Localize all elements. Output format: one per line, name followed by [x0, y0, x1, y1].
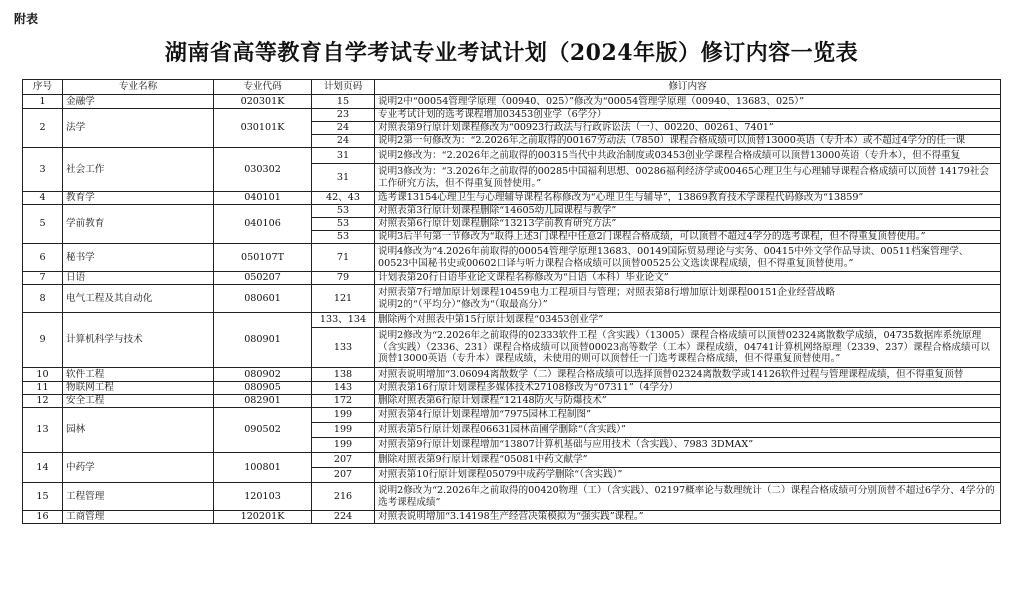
- page-cell: 199: [312, 408, 375, 423]
- major-name-cell: 金融学: [63, 95, 214, 109]
- major-name-cell: 秘书学: [63, 244, 214, 272]
- revision-content-cell: 说明2修改为“2.2026年之前取得的02333软件工程（含实践）（13005）课程合格成绩可以顶替02324离散数学成绩，04735数据库系统原理（含实践）（2336、231）课程合格成绩可以顶替00023高等数学（工本）课程成绩，04741计算机网络原理（2339、237）课程合格成绩可以顶替13000英语（专升本）课程成绩，未使用的则可以顶替任一门选考课程合格成绩，但不得重复顶替使用。”: [375, 328, 1001, 368]
- row-number-cell: 6: [23, 244, 63, 272]
- major-code-cell: 050207: [214, 272, 312, 285]
- row-number-cell: 12: [23, 395, 63, 408]
- revision-content-cell: 对照表第9行原计划课程修改为“00923行政法与行政诉讼法（一）、00220、00261、7401”: [375, 122, 1001, 135]
- major-name-cell: 中药学: [63, 453, 214, 483]
- major-name-cell: 物联网工程: [63, 382, 214, 395]
- table-row: [23, 395, 1001, 408]
- table-row: [23, 313, 1001, 328]
- revision-content-cell: 对照表第10行原计划课程05079中成药学删除“（含实践）”: [375, 468, 1001, 483]
- major-code-cell: 082901: [214, 395, 312, 408]
- revision-content-cell: 说明3修改为：“3.2026年之前取得的00285中国福利思想、00286福利经济学或00465心理卫生与心理辅导课程合格成绩可以顶替 14179社会工作研究方法，但不得重复顶替使用。”: [375, 164, 1001, 192]
- major-code-cell: 020301K: [214, 95, 312, 109]
- page-cell: 79: [312, 272, 375, 285]
- page-cell: 143: [312, 382, 375, 395]
- page-cell: 207: [312, 468, 375, 483]
- row-number-cell: 5: [23, 205, 63, 244]
- major-name-cell: 园林: [63, 408, 214, 453]
- major-name-cell: 法学: [63, 109, 214, 148]
- page-cell: 224: [312, 511, 375, 524]
- revision-content-cell: 说明2第一句修改为：“2.2026年之前取得的00167劳动法（7850）课程合格成绩可以顶替13000英语（专升本）或不超过4学分的任一课: [375, 135, 1001, 148]
- table-row: [23, 285, 1001, 313]
- page-cell: 172: [312, 395, 375, 408]
- table-row: [23, 244, 1001, 272]
- major-name-cell: 电气工程及其自动化: [63, 285, 214, 313]
- row-number-cell: 9: [23, 313, 63, 368]
- table-row: [23, 109, 1001, 122]
- major-code-cell: 100801: [214, 453, 312, 483]
- major-name-cell: 计算机科学与技术: [63, 313, 214, 368]
- revision-table: [22, 79, 1001, 524]
- revision-content-cell: 对照表第6行原计划课程删除“13213学前教育研究方法”: [375, 218, 1001, 231]
- header-major-code: 专业代码: [214, 80, 312, 95]
- major-name-cell: 教育学: [63, 192, 214, 205]
- major-code-cell: 050107T: [214, 244, 312, 272]
- page-cell: 199: [312, 438, 375, 453]
- major-name-cell: 工程管理: [63, 483, 214, 511]
- row-number-cell: 15: [23, 483, 63, 511]
- page-title: 湖南省高等教育自学考试专业考试计划（2024年版）修订内容一览表: [164, 40, 859, 66]
- major-code-cell: 040101: [214, 192, 312, 205]
- page-cell: 53: [312, 231, 375, 244]
- header-major-name: 专业名称: [63, 80, 214, 95]
- row-number-cell: 2: [23, 109, 63, 148]
- page-cell: 133: [312, 328, 375, 368]
- revision-content-cell: 说明2中“00054管理学原理（00940、025）”修改为“00054管理学原理（00940、13683、025）”: [375, 95, 1001, 109]
- major-name-cell: 日语: [63, 272, 214, 285]
- page-cell: 199: [312, 423, 375, 438]
- row-number-cell: 3: [23, 148, 63, 192]
- major-name-cell: 学前教育: [63, 205, 214, 244]
- major-name-cell: 工商管理: [63, 511, 214, 524]
- major-code-cell: 080601: [214, 285, 312, 313]
- row-number-cell: 13: [23, 408, 63, 453]
- page-cell: 71: [312, 244, 375, 272]
- annex-label: 附表: [14, 12, 39, 26]
- major-code-cell: 080901: [214, 313, 312, 368]
- table-body: [23, 95, 1001, 524]
- major-code-cell: 030302: [214, 148, 312, 192]
- table-row: [23, 95, 1001, 109]
- table-row: [23, 205, 1001, 218]
- page-cell: 216: [312, 483, 375, 511]
- revision-content-cell: 删除对照表第6行原计划课程“12148防火与防爆技术”: [375, 395, 1001, 408]
- row-number-cell: 16: [23, 511, 63, 524]
- table-row: [23, 382, 1001, 395]
- row-number-cell: 11: [23, 382, 63, 395]
- revision-content-cell: 专业考试计划的选考课程增加03453创业学（6学分）: [375, 109, 1001, 122]
- major-name-cell: 安全工程: [63, 395, 214, 408]
- major-name-cell: 软件工程: [63, 368, 214, 382]
- page-cell: 24: [312, 135, 375, 148]
- row-number-cell: 10: [23, 368, 63, 382]
- page-cell: 121: [312, 285, 375, 313]
- page-cell: 53: [312, 218, 375, 231]
- row-number-cell: 7: [23, 272, 63, 285]
- revision-content-cell: 说明2修改为“2.2026年之前取得的00420物理（工）（含实践）、02197概率论与数理统计（二）课程合格成绩可分别顶替不超过6学分、4学分的选考课程成绩”: [375, 483, 1001, 511]
- revision-content-cell: 对照表第7行增加原计划课程10459电力工程项目与管理；对照表第8行增加原计划课程00151企业经营战略 说明2的“（平均分）”修改为“（取最高分）”: [375, 285, 1001, 313]
- major-code-cell: 030101K: [214, 109, 312, 148]
- revision-content-cell: 对照表第5行原计划课程06631园林苗圃学删除“（含实践）”: [375, 423, 1001, 438]
- revision-content-cell: 删除对照表第9行原计划课程“05081中药文献学”: [375, 453, 1001, 468]
- major-code-cell: 120201K: [214, 511, 312, 524]
- table-header-row: [23, 80, 1001, 95]
- page-cell: 207: [312, 453, 375, 468]
- major-name-cell: 社会工作: [63, 148, 214, 192]
- revision-content-cell: 对照表第9行原计划课程增加“13807计算机基础与应用技术（含实践）、7983 3DMAX”: [375, 438, 1001, 453]
- page-cell: 138: [312, 368, 375, 382]
- page-cell: 53: [312, 205, 375, 218]
- page-cell: 15: [312, 95, 375, 109]
- table-row: [23, 453, 1001, 468]
- major-code-cell: 090502: [214, 408, 312, 453]
- revision-content-cell: 对照表第16行原计划课程多媒体技术27108修改为“07311”（4学分）: [375, 382, 1001, 395]
- major-code-cell: 120103: [214, 483, 312, 511]
- header-content: 修订内容: [375, 80, 1001, 95]
- revision-content-cell: 对照表第3行原计划课程删除“14605幼儿园课程与教学”: [375, 205, 1001, 218]
- revision-content-cell: 说明2修改为：“2.2026年之前取得的00315当代中共政治制度或03453创业学课程合格成绩可以顶替13000英语（专升本），但不得重复: [375, 148, 1001, 164]
- page-cell: 31: [312, 148, 375, 164]
- table-row: [23, 483, 1001, 511]
- row-number-cell: 14: [23, 453, 63, 483]
- table-row: [23, 272, 1001, 285]
- table-row: [23, 368, 1001, 382]
- major-code-cell: 080905: [214, 382, 312, 395]
- major-code-cell: 080902: [214, 368, 312, 382]
- page-cell: 42、43: [312, 192, 375, 205]
- page-cell: 23: [312, 109, 375, 122]
- row-number-cell: 4: [23, 192, 63, 205]
- header-page: 计划页码: [312, 80, 375, 95]
- table-row: [23, 408, 1001, 423]
- revision-content-cell: 对照表说明增加“3.14198生产经营决策模拟为“强实践”课程。”: [375, 511, 1001, 524]
- table-row: [23, 148, 1001, 164]
- table-row: [23, 192, 1001, 205]
- header-no: 序号: [23, 80, 63, 95]
- page-cell: 31: [312, 164, 375, 192]
- page-cell: 133、134: [312, 313, 375, 328]
- revision-content-cell: 对照表第4行原计划课程增加“7975园林工程制图”: [375, 408, 1001, 423]
- revision-content-cell: 选考课13154心理卫生与心理辅导课程名称修改为“心理卫生与辅导”，13869教育技术学课程代码修改为“13859”: [375, 192, 1001, 205]
- revision-content-cell: 说明4修改为“4.2026年前取得的00054管理学原理13683、00149国际贸易理论与实务、00415中外文学作品导读、00511档案管理学、00523中国秘书史或00602口译与听力课程合格成绩可以顶替00525公文选读课程成绩，但不得重复顶替使用。”: [375, 244, 1001, 272]
- revision-content-cell: 说明3后半句第一节修改为“取得上述3门课程中任意2门课程合格成绩，可以顶替不超过4学分的选考课程，但不得重复顶替使用。”: [375, 231, 1001, 244]
- revision-content-cell: 删除两个对照表中第15行原计划课程“03453创业学”: [375, 313, 1001, 328]
- revision-content-cell: 对照表说明增加“3.06094离散数学（二）课程合格成绩可以选择顶替02324离散数学或14126软件过程与管理课程成绩，但不得重复顶替: [375, 368, 1001, 382]
- table-row: [23, 511, 1001, 524]
- row-number-cell: 8: [23, 285, 63, 313]
- page-cell: 24: [312, 122, 375, 135]
- row-number-cell: 1: [23, 95, 63, 109]
- major-code-cell: 040106: [214, 205, 312, 244]
- revision-content-cell: 计划表第20行日语毕业论文课程名称修改为“日语（本科）毕业论文”: [375, 272, 1001, 285]
